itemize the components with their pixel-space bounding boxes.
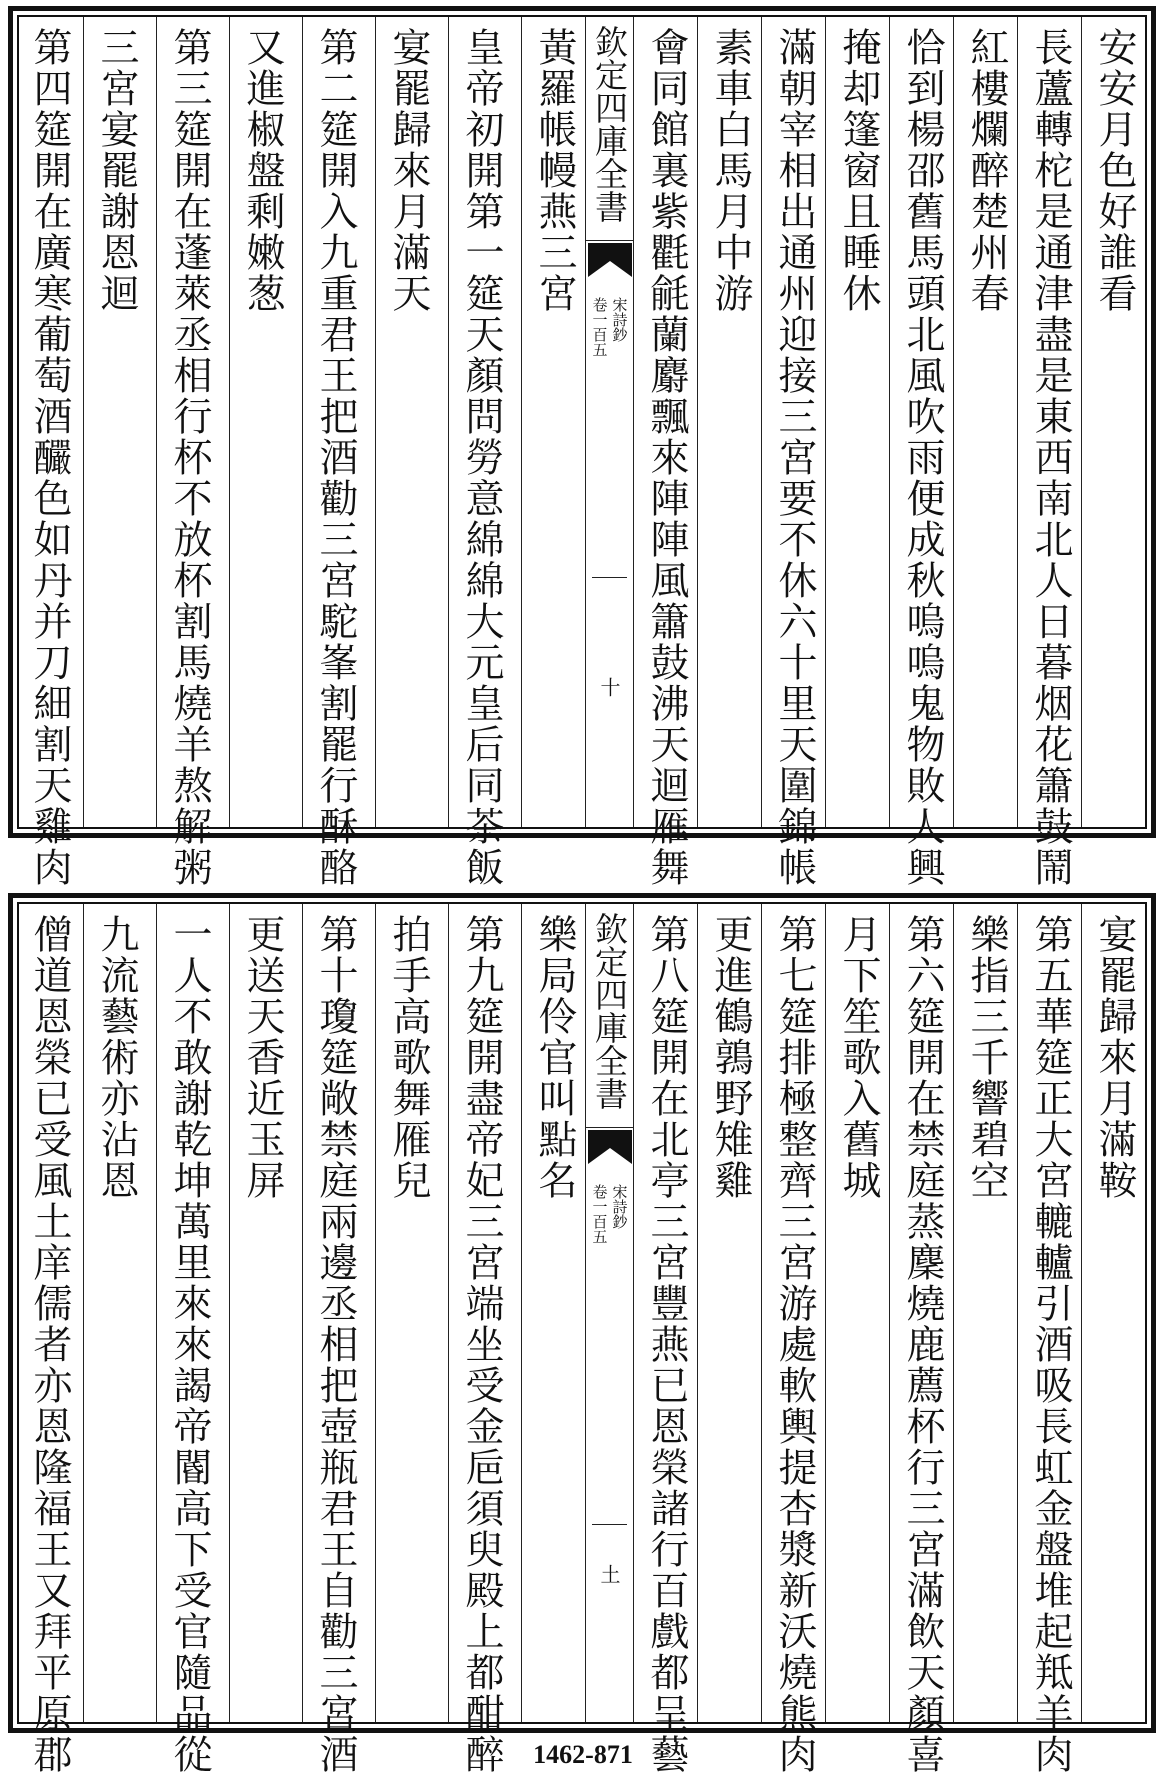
text-column	[83, 17, 147, 827]
text-column	[761, 904, 825, 1775]
book-info	[586, 1184, 633, 1244]
text-column	[1017, 17, 1081, 888]
column-text: 掩却篷窗且睡休	[836, 27, 881, 314]
folio-number: 土	[597, 1564, 621, 1584]
text-column	[448, 904, 512, 1775]
text-column	[825, 904, 889, 1722]
text-column	[889, 17, 953, 888]
collection-title: 欽定四庫全書	[586, 904, 633, 1128]
collection-title: 欽定四庫全書	[586, 17, 633, 241]
text-column	[302, 904, 366, 1775]
column-text: 拍手高歌舞雁兒	[386, 914, 431, 1201]
text-column	[375, 904, 439, 1722]
text-column	[229, 904, 293, 1722]
column-text: 第九筵開盡帝妃三宮端坐受金巵須臾殿上都酣醉	[459, 914, 504, 1775]
text-column	[375, 17, 439, 827]
text-column	[697, 904, 761, 1722]
folio-number: 十	[597, 677, 621, 697]
column-text: 皇帝初開第一筵天顏問勞意綿綿大元皇后同茶飯	[459, 27, 504, 888]
column-text: 會同館裏紫氍毹蘭麝飄來陣陣風簫鼓沸天迴雁舞	[644, 27, 689, 888]
volume-label: 卷一百五	[590, 1184, 609, 1244]
column-text: 紅樓爛醉楚州春	[964, 27, 1009, 314]
column-text: 宴罷歸來月滿鞍	[1092, 914, 1137, 1201]
text-column	[17, 17, 81, 888]
fishtail-mark	[588, 1130, 632, 1166]
column-text: 又進椒盤剩嫩葱	[240, 27, 285, 314]
book-title: 宋詩鈔	[610, 297, 629, 342]
center-fold	[585, 17, 633, 827]
text-column	[633, 17, 697, 888]
text-column	[156, 904, 220, 1775]
text-column	[521, 17, 585, 827]
column-text: 第四筵開在廣寒葡萄酒釅色如丹并刀細割天雞肉	[27, 27, 72, 888]
text-column	[448, 17, 512, 888]
column-text: 第三筵開在蓬萊丞相行杯不放杯割馬燒羊熬解粥	[167, 27, 212, 888]
column-text: 素車白馬月中游	[708, 27, 753, 314]
text-column	[17, 904, 81, 1775]
text-column	[83, 904, 147, 1722]
column-text: 宴罷歸來月滿天	[386, 27, 431, 314]
text-column	[521, 904, 585, 1722]
column-text: 樂局伶官叫點名	[532, 914, 577, 1201]
column-text: 恰到楊邵舊馬頭北風吹雨便成秋嗚嗚鬼物敗人興	[900, 27, 945, 888]
column-text: 第十瓊筵敞禁庭兩邊丞相把壺瓶君王自勸三宮酒	[313, 914, 358, 1775]
text-column	[953, 17, 1017, 827]
center-divider	[592, 1524, 627, 1525]
column-text: 九流藝術亦沾恩	[94, 914, 139, 1201]
volume-label: 卷一百五	[590, 297, 609, 357]
text-column	[825, 17, 889, 827]
column-text: 第七筵排極整齊三宮游處軟輿提杏漿新沃燒熊肉	[772, 914, 817, 1775]
column-text: 第八筵開在北亭三宮豐燕已恩榮諸行百戲都呈藝	[644, 914, 689, 1775]
column-text: 一人不敢謝乾坤萬里來來謁帝閽高下受官隨品從	[167, 914, 212, 1775]
text-column	[156, 17, 220, 888]
page-number: 1462-871	[533, 1740, 633, 1769]
column-text: 三宮宴罷謝恩迴	[94, 27, 139, 314]
text-column	[697, 17, 761, 827]
column-text: 更送天香近玉屏	[240, 914, 285, 1201]
column-text: 第二筵開入九重君王把酒勸三宮駝峯割罷行酥酪	[313, 27, 358, 888]
text-column	[1081, 17, 1145, 827]
text-column	[1017, 904, 1081, 1775]
text-column	[761, 17, 825, 888]
text-column	[302, 17, 366, 888]
top-page-frame	[17, 15, 1147, 888]
column-text: 月下笙歌入舊城	[836, 914, 881, 1201]
column-text: 安安月色好誰看	[1092, 27, 1137, 314]
text-column	[1081, 904, 1145, 1722]
column-text: 僧道恩榮已受風土庠儒者亦恩隆福王又拜平原郡	[27, 914, 72, 1775]
center-divider	[592, 577, 627, 578]
text-column	[229, 17, 293, 827]
column-text: 樂指三千響碧空	[964, 914, 1009, 1201]
book-info	[586, 297, 633, 357]
book-title: 宋詩鈔	[610, 1184, 629, 1229]
column-text: 第五華筵正大宮轆轤引酒吸長虹金盤堆起羝羊肉	[1028, 914, 1073, 1775]
column-text: 長蘆轉柁是通津盡是東西南北人日暮烟花簫鼓鬧	[1028, 27, 1073, 888]
text-column	[633, 904, 697, 1775]
center-fold	[585, 904, 633, 1722]
text-column	[953, 904, 1017, 1722]
column-text: 更進鶴鶉野雉雞	[708, 914, 753, 1201]
top-page	[8, 6, 1156, 888]
fishtail-mark	[588, 243, 632, 279]
column-text: 滿朝宰相出通州迎接三宮要不休六十里天圍錦帳	[772, 27, 817, 888]
text-column	[889, 904, 953, 1775]
column-text: 黃羅帳幔燕三宮	[532, 27, 577, 314]
column-text: 第六筵開在禁庭蒸麇燒鹿薦杯行三宮滿飲天顏喜	[900, 914, 945, 1775]
